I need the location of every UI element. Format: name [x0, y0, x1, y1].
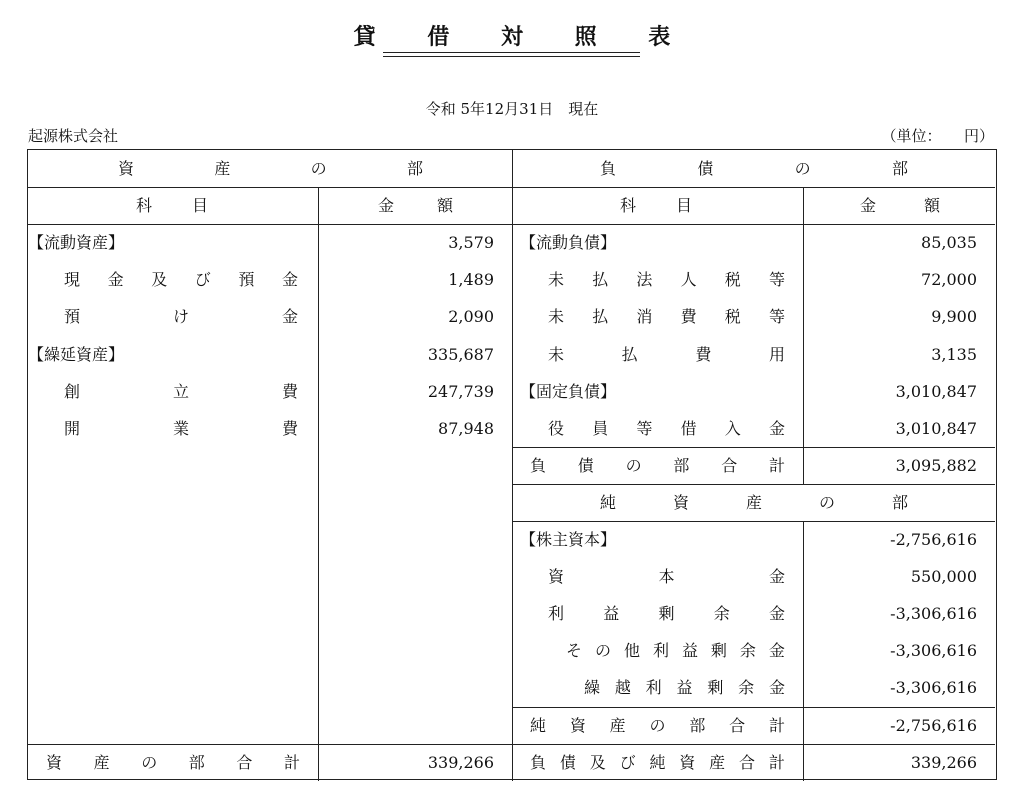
document-title: 貸 借 対 照 表: [353, 24, 693, 50]
label-char: 金: [860, 196, 877, 216]
liabilities-total-divider: [512, 447, 995, 448]
label-char: 預: [64, 307, 81, 327]
label-char: 払: [592, 270, 609, 290]
label-char: 金: [768, 567, 785, 587]
assets-amount-divider: [318, 187, 319, 781]
label-char: 資: [569, 715, 586, 735]
label-char: 剰: [707, 678, 724, 698]
label-char: 入: [724, 418, 741, 438]
liability-amount: 9,900: [931, 307, 977, 327]
label-char: の: [794, 159, 811, 178]
label-char: 及: [589, 752, 606, 772]
label-char: 資: [118, 159, 135, 178]
net-assets-amount-divider: [803, 521, 804, 781]
net-asset-item-label: [548, 595, 785, 632]
label-char: 金: [768, 641, 785, 661]
label-char: 債: [559, 752, 576, 772]
label-char: 資: [46, 752, 63, 772]
assets-section-header: [118, 150, 423, 187]
liabilities-section-header: [600, 150, 908, 187]
label-char: 未: [548, 307, 565, 327]
liability-item-label: [548, 261, 785, 298]
liabilities-account-header: [620, 187, 692, 224]
label-char: 利: [548, 604, 565, 624]
label-char: 費: [695, 344, 712, 364]
grand-total-amount: 339,266: [910, 752, 977, 772]
label-char: 本: [658, 567, 675, 587]
asset-amount: 247,739: [427, 381, 494, 401]
label-char: け: [172, 307, 189, 327]
label-char: 債: [577, 455, 594, 475]
label-char: 立: [172, 381, 189, 401]
asset-amount: 87,948: [438, 418, 494, 438]
label-char: 負: [530, 752, 547, 772]
label-char: 部: [891, 159, 908, 178]
label-char: 純: [649, 752, 666, 772]
asset-item-label: [64, 298, 298, 335]
liability-amount: 85,035: [921, 233, 977, 253]
label-char: 合: [721, 455, 738, 475]
label-char: 金: [768, 418, 785, 438]
label-char: 創: [64, 381, 81, 401]
liability-amount: 3,010,847: [895, 381, 977, 401]
net-assets-total-divider: [512, 707, 995, 708]
label-char: 等: [768, 307, 785, 327]
asset-item-label: [64, 410, 298, 447]
asset-amount: 1,489: [448, 270, 494, 290]
liabilities-amount-header: [860, 187, 940, 224]
label-char: 金: [768, 678, 785, 698]
label-char: 産: [709, 752, 726, 772]
label-char: の: [818, 492, 835, 512]
asset-amount: 335,687: [427, 344, 494, 364]
net-asset-item-label: [548, 558, 785, 595]
net-assets-header-divider: [512, 484, 995, 485]
label-char: 人: [680, 270, 697, 290]
net-assets-header-bottom: [512, 521, 995, 522]
label-char: 金: [107, 270, 124, 290]
label-char: 余: [738, 678, 755, 698]
label-char: 益: [681, 641, 698, 661]
label-char: 科: [620, 196, 637, 216]
label-char: 資: [548, 567, 565, 587]
label-char: 負: [600, 159, 617, 178]
label-char: 目: [675, 196, 692, 216]
label-char: 計: [283, 752, 300, 772]
label-char: 用: [768, 344, 785, 364]
label-char: 越: [614, 678, 631, 698]
label-char: 借: [680, 418, 697, 438]
label-char: 部: [406, 159, 423, 178]
label-char: 役: [548, 418, 565, 438]
label-char: 等: [768, 270, 785, 290]
label-char: の: [649, 715, 666, 735]
label-char: 部: [188, 752, 205, 772]
label-char: 開: [64, 418, 81, 438]
net-asset-amount: -3,306,616: [890, 678, 977, 698]
liabilities-amount-divider: [803, 187, 804, 484]
assets-total-label: [46, 744, 300, 781]
label-char: 目: [191, 196, 208, 216]
label-char: 消: [636, 307, 653, 327]
label-char: 現: [64, 270, 81, 290]
label-char: 費: [281, 381, 298, 401]
liability-item-label: [548, 336, 785, 373]
label-char: 額: [436, 196, 453, 216]
label-char: 純: [600, 492, 617, 512]
label-char: 剰: [658, 604, 675, 624]
net-asset-item-label: [566, 632, 785, 669]
net-asset-amount: -3,306,616: [890, 604, 977, 624]
label-char: 業: [172, 418, 189, 438]
label-char: 未: [548, 270, 565, 290]
label-char: 計: [768, 752, 785, 772]
label-char: 部: [689, 715, 706, 735]
grand-total-label: [530, 744, 785, 781]
net-assets-total-amount: -2,756,616: [890, 715, 977, 735]
label-char: 負: [530, 455, 547, 475]
net-asset-amount: 550,000: [910, 567, 977, 587]
label-char: の: [310, 159, 327, 178]
unit-label: （単位： 円）: [881, 127, 994, 145]
asset-item-label: [64, 261, 298, 298]
label-char: び: [619, 752, 636, 772]
label-char: 額: [923, 196, 940, 216]
asset-group-label: 【繰延資産】: [28, 344, 125, 364]
label-char: 及: [151, 270, 168, 290]
label-char: 払: [592, 307, 609, 327]
label-char: 合: [236, 752, 253, 772]
liability-amount: 72,000: [921, 270, 977, 290]
report-date: 令和 5年12月31日 現在: [425, 100, 599, 118]
label-char: 剰: [710, 641, 727, 661]
label-char: 産: [93, 752, 110, 772]
label-char: 員: [592, 418, 609, 438]
label-char: 産: [745, 492, 762, 512]
label-char: 計: [768, 715, 785, 735]
label-char: 税: [724, 270, 741, 290]
liability-group-label: 【固定負債】: [520, 381, 617, 401]
label-char: 合: [739, 752, 756, 772]
net-asset-amount: -2,756,616: [890, 530, 977, 549]
label-char: 預: [238, 270, 255, 290]
label-char: 産: [214, 159, 231, 178]
label-char: 益: [676, 678, 693, 698]
net-asset-group-label: 【株主資本】: [520, 530, 617, 549]
label-char: 法: [636, 270, 653, 290]
liabilities-total-amount: 3,095,882: [895, 455, 977, 475]
asset-amount: 3,579: [448, 233, 494, 253]
label-char: 利: [652, 641, 669, 661]
assets-amount-header: [378, 187, 453, 224]
label-char: 益: [603, 604, 620, 624]
label-char: 産: [609, 715, 626, 735]
label-char: 資: [672, 492, 689, 512]
label-char: 余: [739, 641, 756, 661]
label-char: 金: [281, 307, 298, 327]
liability-amount: 3,010,847: [895, 418, 977, 438]
label-char: 部: [891, 492, 908, 512]
label-char: 等: [636, 418, 653, 438]
label-char: 未: [548, 344, 565, 364]
label-char: 費: [281, 418, 298, 438]
label-char: 払: [621, 344, 638, 364]
liability-group-label: 【流動負債】: [520, 233, 617, 253]
label-char: の: [141, 752, 158, 772]
liability-item-label: [548, 410, 785, 447]
label-char: 金: [281, 270, 298, 290]
label-char: 債: [697, 159, 714, 178]
assets-account-header: [136, 187, 208, 224]
asset-item-label: [64, 373, 298, 410]
label-char: 余: [713, 604, 730, 624]
liability-amount: 3,135: [931, 344, 977, 364]
center-divider: [512, 150, 513, 781]
label-char: び: [194, 270, 211, 290]
net-assets-total-label: [530, 707, 785, 744]
label-char: 税: [724, 307, 741, 327]
asset-group-label: 【流動資産】: [28, 233, 125, 253]
label-char: 計: [768, 455, 785, 475]
net-assets-section-header: [600, 484, 908, 521]
label-char: の: [594, 641, 611, 661]
title-double-underline: [383, 52, 640, 57]
liability-item-label: [548, 298, 785, 335]
label-char: 繰: [584, 678, 601, 698]
label-char: 金: [378, 196, 395, 216]
label-char: 費: [680, 307, 697, 327]
net-asset-item-label: [584, 669, 785, 706]
label-char: 利: [645, 678, 662, 698]
label-char: 部: [673, 455, 690, 475]
label-char: そ: [566, 641, 583, 661]
net-asset-amount: -3,306,616: [890, 641, 977, 661]
liabilities-total-label: [530, 447, 785, 484]
balance-sheet-table: [27, 149, 997, 780]
company-name: 起源株式会社: [28, 127, 119, 145]
assets-total-amount: 339,266: [427, 752, 494, 772]
label-char: の: [625, 455, 642, 475]
label-char: 金: [768, 604, 785, 624]
label-char: 科: [136, 196, 153, 216]
label-char: 純: [530, 715, 547, 735]
label-char: 合: [729, 715, 746, 735]
label-char: 資: [679, 752, 696, 772]
label-char: 他: [623, 641, 640, 661]
asset-amount: 2,090: [448, 307, 494, 327]
